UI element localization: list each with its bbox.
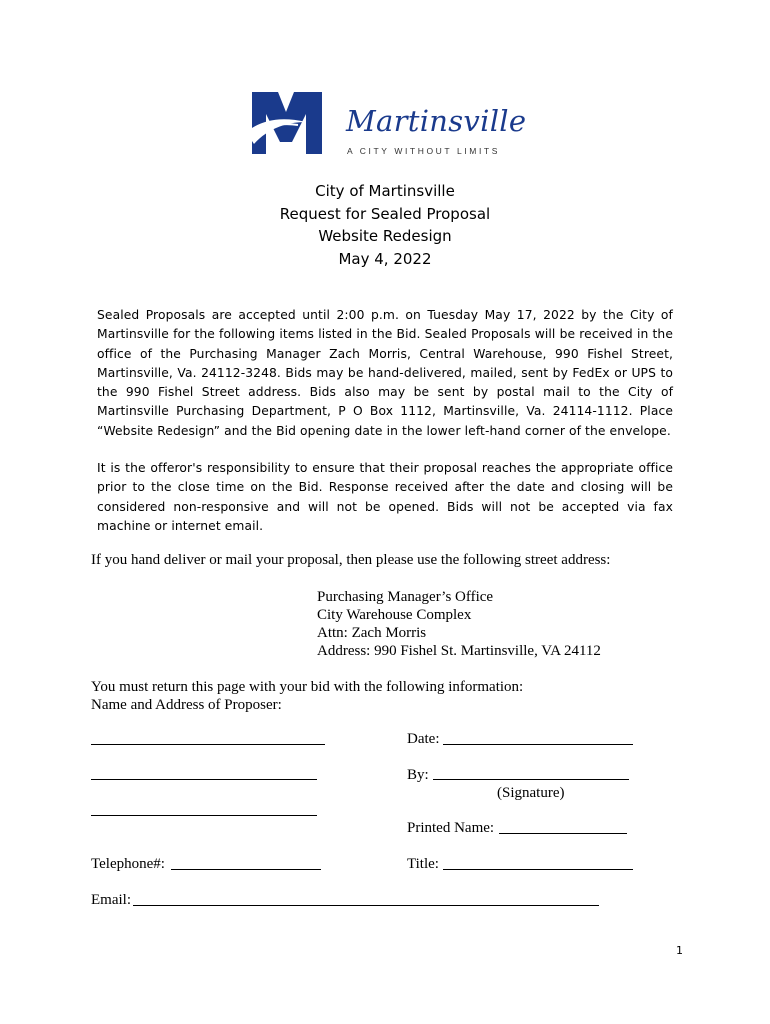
title-city: City of Martinsville (315, 182, 455, 200)
page-number: 1 (676, 944, 683, 957)
date-label: Date: (407, 731, 440, 747)
address-line-3: Attn: Zach Morris (317, 625, 427, 641)
martinsville-m-logo-icon (246, 92, 326, 156)
telephone-label: Telephone#: (91, 856, 165, 872)
telephone-field[interactable] (171, 869, 321, 870)
proposer-name-field[interactable] (91, 744, 325, 745)
return-instructions-line-2: Name and Address of Proposer: (91, 697, 282, 713)
return-instructions-line-1: You must return this page with your bid with the following information: (91, 679, 524, 695)
city-logo (246, 92, 536, 162)
document-title-block (0, 180, 770, 270)
signature-field[interactable] (433, 779, 629, 780)
email-field[interactable] (133, 905, 599, 906)
date-field[interactable] (443, 744, 633, 745)
delivery-address (317, 588, 601, 660)
email-label: Email: (91, 892, 131, 908)
offeror-responsibility-paragraph: It is the offeror's responsibility to ensure that their proposal reaches the appropriate office prior to the close time on the Bid. Response received after the date and closing will be considered non-responsive and will not be opened. Bids will not be accepted via fax machine or internet email. (97, 461, 673, 533)
title-date: May 4, 2022 (338, 249, 432, 268)
logo-tagline: A CITY WITHOUT LIMITS (347, 146, 500, 156)
title-project: Website Redesign (318, 227, 452, 245)
title-request: Request for Sealed Proposal (279, 204, 491, 223)
proposer-address-field-1[interactable] (91, 779, 317, 780)
title-label: Title: (407, 856, 439, 872)
address-line-2: City Warehouse Complex (317, 607, 472, 623)
address-line-1: Purchasing Manager’s Office (317, 589, 494, 605)
by-label: By: (407, 767, 429, 783)
return-instructions (91, 678, 523, 714)
logo-wordmark: Martinsville (346, 104, 527, 138)
title-field[interactable] (443, 869, 633, 870)
proposal-instructions-paragraph: Sealed Proposals are accepted until 2:00 p.m. on Tuesday May 17, 2022 by the City of Martinsville for the following items listed in the Bid. Sealed Proposals will be received in the office of the Purchasing Manager Zach Morris, Central Warehouse, 990 Fishel Street, Martinsville, Va. 24112-3248. Bids may be hand-delivered, mailed, sent by FedEx or UPS to the 990 Fishel Street address. Bids also may be sent by postal mail to the City of Martinsville Purchasing Department, P O Box 1112, Martinsville, Va. 24114-1112. Place “Website Redesign” and the Bid opening date in the lower left-hand corner of the envelope. (97, 308, 673, 438)
address-line-4: Address: 990 Fishel St. Martinsville, VA 24112 (317, 643, 601, 659)
printed-name-field[interactable] (499, 833, 627, 834)
delivery-intro: If you hand deliver or mail your proposal, then please use the following street address: (91, 552, 611, 568)
printed-name-label: Printed Name: (407, 820, 495, 836)
proposer-address-field-2[interactable] (91, 815, 317, 816)
signature-caption: (Signature) (497, 785, 565, 801)
